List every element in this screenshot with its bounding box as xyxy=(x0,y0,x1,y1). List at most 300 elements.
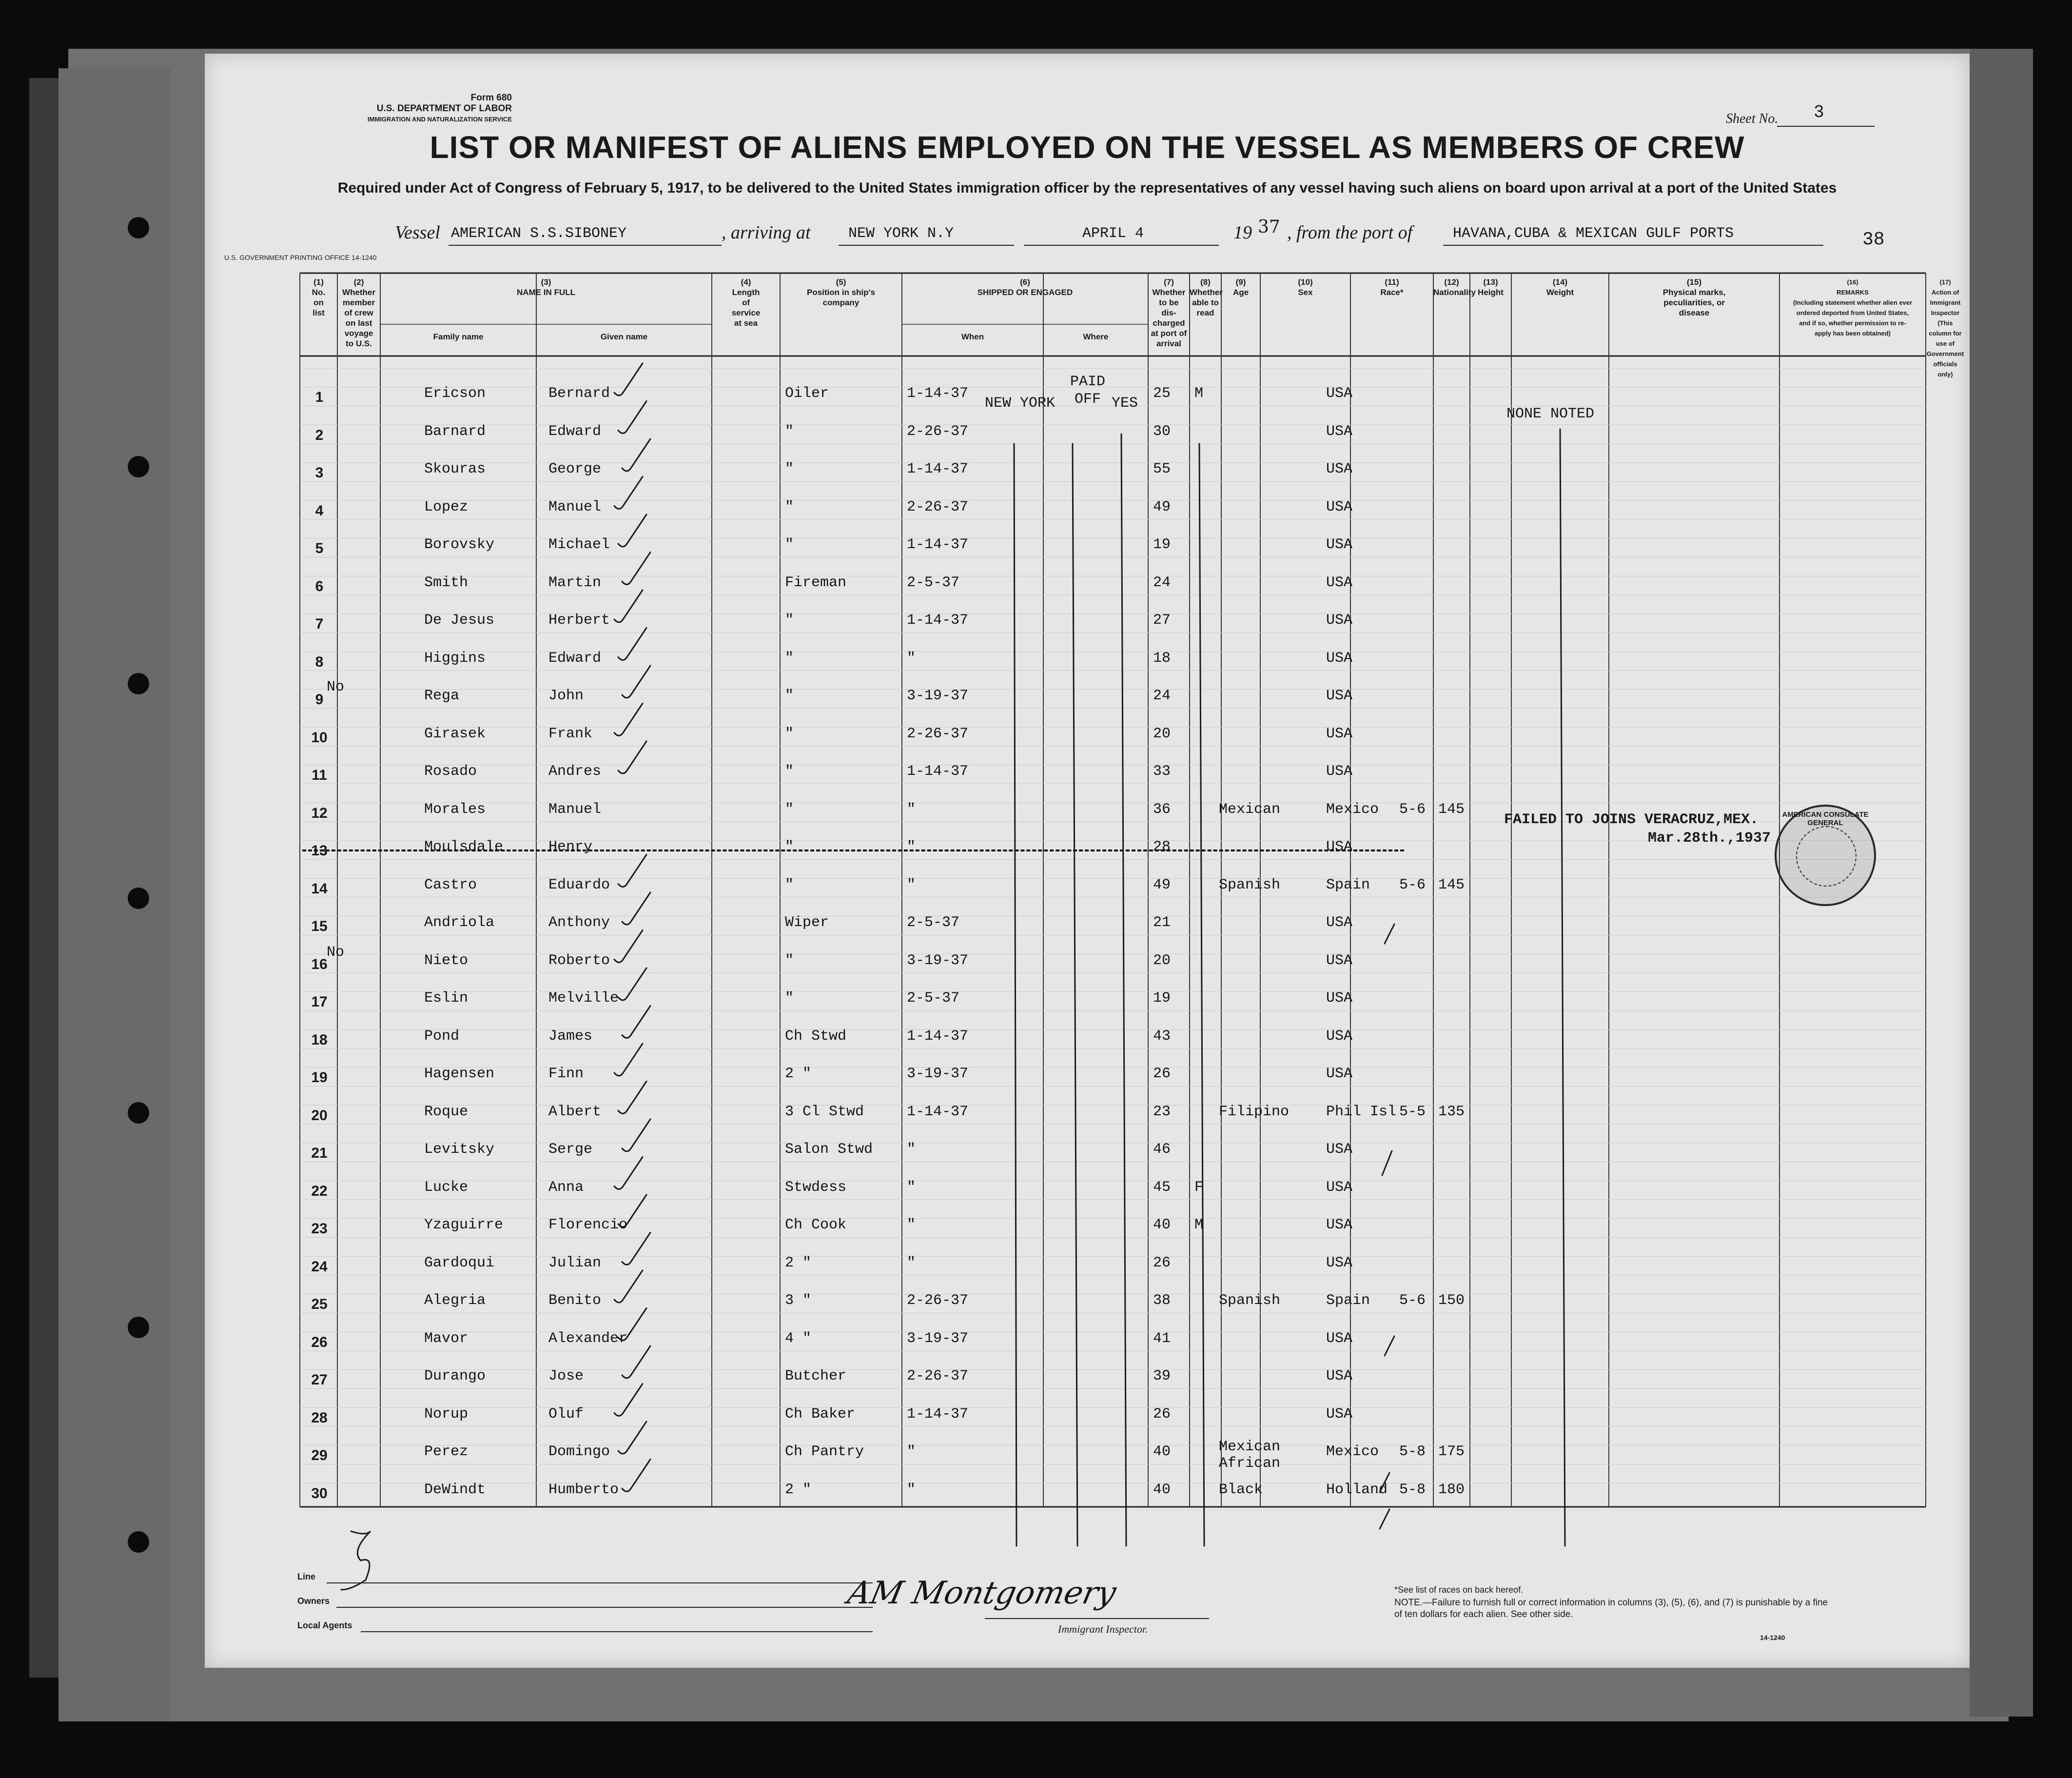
family-name-cell: Hagensen xyxy=(424,1066,495,1082)
weight-cell: 135 xyxy=(1438,1103,1465,1120)
age-cell: 23 xyxy=(1153,1103,1171,1120)
given-name-cell: Domingo xyxy=(548,1443,610,1460)
age-cell: 27 xyxy=(1153,612,1171,629)
column-header-c6b: Where xyxy=(1083,332,1109,341)
row-number: 18 xyxy=(311,1031,328,1048)
age-cell: 25 xyxy=(1153,385,1171,402)
given-name-cell: John xyxy=(548,688,584,704)
shipped-when-cell: 1-14-37 xyxy=(907,612,969,629)
ditto-line-sex xyxy=(1199,444,1204,1546)
family-name-cell: Castro xyxy=(424,876,477,893)
shipped-when-cell: 2-5-37 xyxy=(907,914,960,931)
tick-mark xyxy=(618,968,646,1000)
arrival-date: APRIL 4 xyxy=(1082,225,1144,242)
given-name-cell: Melville xyxy=(548,990,619,1007)
age-cell: 20 xyxy=(1153,725,1171,742)
ditto-line-where xyxy=(1014,444,1016,1546)
shipped-when-cell: 2-26-37 xyxy=(907,1292,969,1309)
given-name-cell: Martin xyxy=(548,574,602,591)
row-number: 27 xyxy=(311,1372,328,1388)
shipped-when-cell: 1-14-37 xyxy=(907,763,969,780)
nationality-cell: USA xyxy=(1326,839,1353,855)
shipped-when-cell: " xyxy=(907,650,916,667)
age-cell: 46 xyxy=(1153,1141,1171,1158)
tick-mark xyxy=(1380,1473,1389,1492)
family-name-cell: Eslin xyxy=(424,990,469,1007)
position-cell: Ch Baker xyxy=(785,1405,856,1422)
nationality-cell: USA xyxy=(1326,1179,1353,1196)
given-name-cell: Florencio xyxy=(548,1217,628,1233)
ditto-line-read xyxy=(1121,434,1126,1546)
shipped-when-cell: " xyxy=(907,1217,916,1233)
family-name-cell: Roque xyxy=(424,1103,469,1120)
position-cell: 4 " xyxy=(785,1330,812,1347)
row-number: 14 xyxy=(311,880,328,897)
tick-mark xyxy=(1385,1336,1394,1356)
tick-mark xyxy=(614,363,643,395)
nationality-cell: USA xyxy=(1326,461,1353,477)
row-number: 22 xyxy=(311,1183,328,1199)
prev-voyage-note-1: No xyxy=(327,679,345,695)
row-number: 2 xyxy=(315,427,324,443)
tick-mark xyxy=(614,1270,643,1303)
tick-mark xyxy=(614,1384,643,1416)
owners-underline xyxy=(336,1607,873,1608)
family-name-cell: Higgins xyxy=(424,650,486,667)
position-cell: " xyxy=(785,952,794,969)
page-title: LIST OR MANIFEST OF ALIENS EMPLOYED ON THE VESSEL AS MEMBERS OF CREW xyxy=(430,130,1745,165)
nationality-cell: Holland xyxy=(1326,1481,1388,1498)
binder-hole-strip xyxy=(59,68,171,1721)
tick-mark xyxy=(614,704,643,736)
position-cell: Salon Stwd xyxy=(785,1141,873,1158)
shipped-when-cell: 1-14-37 xyxy=(907,1405,969,1422)
column-header-c13: (13) Height xyxy=(1478,277,1504,297)
row-number: 28 xyxy=(311,1409,328,1426)
ditto-line-marks xyxy=(1560,429,1565,1546)
remark-row-12-date: Mar.28th.,1937 xyxy=(1648,830,1771,847)
column-header-c16: (16) REMARKS (Including statement whether alien ever ordered deported from United States, and if so, whether permission to re- apply has been obtained) xyxy=(1793,278,1913,337)
family-name-cell: Pond xyxy=(424,1027,460,1045)
row-number: 26 xyxy=(311,1334,328,1350)
row-number: 12 xyxy=(311,805,328,821)
row-number: 23 xyxy=(311,1221,328,1237)
age-cell: 40 xyxy=(1153,1443,1171,1460)
binder-hole xyxy=(128,1102,149,1124)
row-number: 8 xyxy=(315,653,324,670)
family-name-cell: De Jesus xyxy=(424,612,495,629)
tick-mark xyxy=(614,930,643,963)
sex-cell: M xyxy=(1194,385,1204,402)
family-name-cell: Lucke xyxy=(424,1179,469,1196)
manifest-sheet xyxy=(205,54,1970,1668)
position-cell: Ch Stwd xyxy=(785,1027,847,1045)
nationality-cell: USA xyxy=(1326,763,1353,780)
shipped-when-cell: 2-26-37 xyxy=(907,725,969,742)
year-value: 37 xyxy=(1258,217,1280,237)
position-cell: " xyxy=(785,763,794,780)
inspector-signature: AM Montgomery xyxy=(844,1575,1119,1611)
shipped-when-cell: 2-5-37 xyxy=(907,574,960,591)
nationality-cell: USA xyxy=(1326,574,1353,591)
nationality-cell: USA xyxy=(1326,385,1353,402)
nationality-cell: USA xyxy=(1326,1254,1353,1271)
column-header-c11: (11) Race* xyxy=(1380,277,1404,297)
shipped-when-cell: 3-19-37 xyxy=(907,688,969,704)
given-name-cell: Albert xyxy=(548,1103,602,1120)
row-number: 3 xyxy=(315,465,324,481)
column-header-c15: (15) Physical marks, peculiarities, or disease xyxy=(1662,277,1726,317)
shipped-when-cell: 2-26-37 xyxy=(907,498,969,515)
shipped-when-cell: 3-19-37 xyxy=(907,1330,969,1347)
nationality-cell: USA xyxy=(1326,1330,1353,1347)
shipped-when-cell: 2-26-37 xyxy=(907,1368,969,1384)
height-cell: 5-6 xyxy=(1399,1292,1426,1309)
position-cell: 3 Cl Stwd xyxy=(785,1103,864,1120)
tick-mark xyxy=(618,1082,646,1114)
given-name-cell: Edward xyxy=(548,650,602,667)
column-header-c2: (2) Whether member of crew on last voyage to U.S. xyxy=(342,277,375,348)
given-name-cell: Jose xyxy=(548,1368,584,1384)
age-cell: 43 xyxy=(1153,1027,1171,1045)
row-number: 13 xyxy=(311,843,328,859)
row-number: 11 xyxy=(312,767,327,783)
family-name-cell: Morales xyxy=(424,801,486,818)
row-number: 21 xyxy=(311,1145,328,1161)
given-name-cell: Herbert xyxy=(548,612,610,629)
tick-mark xyxy=(618,628,646,660)
nationality-cell: USA xyxy=(1326,650,1353,667)
row-number: 10 xyxy=(311,729,328,746)
shipped-when-cell: 1-14-37 xyxy=(907,1027,969,1045)
family-name-cell: Rega xyxy=(424,688,460,704)
position-cell: " xyxy=(785,839,794,855)
age-cell: 40 xyxy=(1153,1217,1171,1233)
position-cell: 2 " xyxy=(785,1066,812,1082)
given-name-cell: Julian xyxy=(548,1254,602,1271)
tick-mark xyxy=(622,666,650,698)
tick-mark xyxy=(622,1006,650,1038)
age-cell: 45 xyxy=(1153,1179,1171,1196)
position-cell: " xyxy=(785,801,794,818)
row-number: 20 xyxy=(311,1107,328,1124)
given-name-cell: Benito xyxy=(548,1292,602,1309)
nationality-cell: USA xyxy=(1326,536,1353,553)
age-cell: 26 xyxy=(1153,1254,1171,1271)
age-cell: 26 xyxy=(1153,1405,1171,1422)
age-cell: 26 xyxy=(1153,1066,1171,1082)
line-underline xyxy=(327,1582,873,1583)
tick-mark xyxy=(618,855,646,887)
seal-text: AMERICAN CONSULATE GENERAL xyxy=(1782,810,1869,827)
position-cell: " xyxy=(785,461,794,477)
position-cell: " xyxy=(785,725,794,742)
nationality-cell: USA xyxy=(1326,990,1353,1007)
age-cell: 49 xyxy=(1153,498,1171,515)
shipped-where: NEW YORK xyxy=(985,395,1056,412)
height-cell: 5-8 xyxy=(1399,1481,1426,1498)
shipped-when-cell: " xyxy=(907,1141,916,1158)
binder-hole xyxy=(128,1531,149,1553)
column-header-c6: (6) SHIPPED OR ENGAGED xyxy=(977,277,1073,297)
shipped-when-cell: 3-19-37 xyxy=(907,1066,969,1082)
family-name-cell: Durango xyxy=(424,1368,486,1384)
paid-off-note: PAID OFF xyxy=(1070,374,1106,408)
line-label: Line xyxy=(297,1572,316,1581)
ditto-line-discharge xyxy=(1073,444,1077,1546)
race-cell: Black xyxy=(1219,1481,1263,1498)
height-cell: 5-5 xyxy=(1399,1103,1426,1120)
binder-hole xyxy=(128,888,149,909)
family-name-cell: Nieto xyxy=(424,952,469,969)
race-cell: Filipino xyxy=(1219,1103,1290,1120)
age-cell: 18 xyxy=(1153,650,1171,667)
owners-label: Owners xyxy=(297,1596,330,1606)
nationality-cell: USA xyxy=(1326,1066,1353,1082)
family-name-cell: Levitsky xyxy=(424,1141,495,1158)
sheet-number: 3 xyxy=(1814,102,1824,122)
sex-cell: M xyxy=(1194,1217,1204,1233)
tick-mark xyxy=(622,553,650,585)
shipped-when-cell: 2-5-37 xyxy=(907,990,960,1007)
physical-marks: NONE NOTED xyxy=(1506,406,1595,422)
family-name-cell: Skouras xyxy=(424,461,486,477)
column-header-c7: (7) Whether to be dis- charged at port of arrival xyxy=(1151,277,1187,348)
family-name-cell: Rosado xyxy=(424,763,477,780)
family-name-cell: Lopez xyxy=(424,498,469,515)
given-name-cell: Anna xyxy=(548,1179,584,1196)
position-cell: " xyxy=(785,612,794,629)
binder-hole xyxy=(128,673,149,694)
shipped-when-cell: " xyxy=(907,1443,916,1460)
age-cell: 20 xyxy=(1153,952,1171,969)
family-name-cell: Alegria xyxy=(424,1292,486,1309)
column-header-c3b: Given name xyxy=(600,332,648,341)
race-cell: Spanish xyxy=(1219,876,1281,893)
races-note: *See list of races on back hereof. xyxy=(1394,1585,1524,1595)
weight-cell: 180 xyxy=(1438,1481,1465,1498)
tick-mark xyxy=(614,477,643,509)
given-name-cell: Manuel xyxy=(548,498,602,515)
sheet-label: Sheet No. xyxy=(1726,111,1779,126)
given-name-cell: Oluf xyxy=(548,1405,584,1422)
column-header-c17: (17) Action of Immigrant Inspector (This column for use of Government officials only) xyxy=(1926,278,1964,378)
shipped-when-cell: 1-14-37 xyxy=(907,1103,969,1120)
position-cell: Wiper xyxy=(785,914,829,931)
penalty-note: NOTE.—Failure to furnish full or correct information in columns (3), (5), (6), and (7) is punishable by a fine of ten dollars for each alien. See other side. xyxy=(1394,1598,1828,1620)
position-cell: " xyxy=(785,423,794,440)
column-header-c5: (5) Position in ship's company xyxy=(806,277,876,307)
age-cell: 40 xyxy=(1153,1481,1171,1498)
age-cell: 38 xyxy=(1153,1292,1171,1309)
age-cell: 36 xyxy=(1153,801,1171,818)
age-cell: 19 xyxy=(1153,990,1171,1007)
row-number: 1 xyxy=(315,389,324,405)
tick-mark xyxy=(618,514,646,547)
signature-caption: Immigrant Inspector. xyxy=(1058,1623,1148,1635)
given-name-cell: Humberto xyxy=(548,1481,619,1498)
given-name-cell: Bernard xyxy=(548,385,610,402)
nationality-cell: USA xyxy=(1326,1405,1353,1422)
height-cell: 5-6 xyxy=(1399,801,1426,818)
given-name-cell: Edward xyxy=(548,423,602,440)
column-header-c4: (4) Length of service at sea xyxy=(731,277,761,328)
family-name-cell: Mavor xyxy=(424,1330,469,1347)
family-name-cell: Moulsdale xyxy=(424,839,504,855)
tick-mark xyxy=(618,1422,646,1454)
shipped-when-cell: " xyxy=(907,876,916,893)
shipped-when-cell: " xyxy=(907,801,916,818)
agents-underline xyxy=(361,1631,873,1632)
arriving-label: , arriving at xyxy=(722,222,811,243)
row-number: 4 xyxy=(315,502,324,519)
nationality-cell: Spain xyxy=(1326,1292,1370,1309)
tick-mark xyxy=(1385,924,1394,944)
binder-hole xyxy=(128,1317,149,1338)
nationality-cell: USA xyxy=(1326,725,1353,742)
nationality-cell: USA xyxy=(1326,612,1353,629)
nationality-cell: USA xyxy=(1326,498,1353,515)
binder-cover-right xyxy=(1970,49,2033,1717)
position-cell: 3 " xyxy=(785,1292,812,1309)
age-cell: 55 xyxy=(1153,461,1171,477)
given-name-cell: Andres xyxy=(548,763,602,780)
binder-cover-left xyxy=(29,78,59,1678)
from-port-label: , from the port of xyxy=(1287,222,1413,243)
family-name-cell: Norup xyxy=(424,1405,469,1422)
nationality-cell: USA xyxy=(1326,1141,1353,1158)
position-cell: " xyxy=(785,990,794,1007)
service-name: IMMIGRATION AND NATURALIZATION SERVICE xyxy=(367,116,512,123)
given-name-cell: Michael xyxy=(548,536,610,553)
shipped-when-cell: " xyxy=(907,1254,916,1271)
family-name-cell: Andriola xyxy=(424,914,495,931)
nationality-cell: USA xyxy=(1326,1217,1353,1233)
able-to-read: YES xyxy=(1112,395,1138,412)
form-code: 14-1240 xyxy=(1760,1634,1785,1641)
nationality-cell: USA xyxy=(1326,914,1353,931)
nationality-cell: USA xyxy=(1326,423,1353,440)
tick-mark xyxy=(618,741,646,773)
position-cell: Stwdess xyxy=(785,1179,847,1196)
arrival-port: NEW YORK N.Y xyxy=(848,225,954,242)
column-header-c8: (8) Whether able to read xyxy=(1190,277,1223,317)
column-header-c3: (3) NAME IN FULL xyxy=(517,277,575,297)
nationality-cell: Mexico xyxy=(1326,801,1379,818)
weight-cell: 145 xyxy=(1438,876,1465,893)
prev-voyage-note-2: No xyxy=(327,944,345,961)
shipped-when-cell: " xyxy=(907,1179,916,1196)
tick-mark xyxy=(1382,1151,1392,1175)
position-cell: Ch Cook xyxy=(785,1217,847,1233)
shipped-when-cell: 1-14-37 xyxy=(907,461,969,477)
position-cell: Oiler xyxy=(785,385,829,402)
age-cell: 33 xyxy=(1153,763,1171,780)
given-name-cell: George xyxy=(548,461,602,477)
page-number: 38 xyxy=(1862,229,1885,250)
given-name-cell: Eduardo xyxy=(548,876,610,893)
age-cell: 30 xyxy=(1153,423,1171,440)
weight-cell: 145 xyxy=(1438,801,1465,818)
tick-mark xyxy=(618,401,646,434)
family-name-cell: Smith xyxy=(424,574,469,591)
column-header-c3a: Family name xyxy=(433,332,484,341)
weight-cell: 175 xyxy=(1438,1443,1465,1460)
binder-hole xyxy=(128,217,149,238)
row-number: 6 xyxy=(315,578,324,594)
shipped-when-cell: 2-26-37 xyxy=(907,423,969,440)
tick-mark xyxy=(618,1195,646,1227)
position-cell: " xyxy=(785,498,794,515)
row-number: 5 xyxy=(315,540,324,556)
shipped-when-cell: " xyxy=(907,1481,916,1498)
age-cell: 49 xyxy=(1153,876,1171,893)
shipped-when-cell: 1-14-37 xyxy=(907,385,969,402)
given-name-cell: Anthony xyxy=(548,914,610,931)
row-number: 9 xyxy=(315,691,324,708)
column-header-c12: (12) Nationality xyxy=(1433,277,1476,297)
age-cell: 24 xyxy=(1153,574,1171,591)
row-number: 16 xyxy=(311,956,328,972)
tick-mark xyxy=(622,1460,650,1492)
position-cell: 2 " xyxy=(785,1481,812,1498)
family-name-cell: Ericson xyxy=(424,385,486,402)
family-name-cell: Gardoqui xyxy=(424,1254,495,1271)
position-cell: " xyxy=(785,688,794,704)
tick-mark xyxy=(622,1119,650,1151)
tick-mark xyxy=(1380,1509,1389,1529)
position-cell: Fireman xyxy=(785,574,847,591)
binder-hole xyxy=(128,456,149,477)
column-header-c1: (1) No. on list xyxy=(312,277,326,317)
position-cell: Ch Pantry xyxy=(785,1443,864,1460)
local-agents-label: Local Agents xyxy=(297,1620,352,1630)
year-prefix: 19 xyxy=(1233,222,1252,243)
remark-row-12: FAILED TO JOINS VERACRUZ,MEX. xyxy=(1504,811,1759,828)
pencil-marks xyxy=(205,54,1970,1668)
department-name: U.S. DEPARTMENT OF LABOR xyxy=(376,103,512,114)
row-number: 15 xyxy=(311,918,328,934)
given-name-cell: Henry xyxy=(548,839,593,855)
row-number: 24 xyxy=(311,1258,328,1275)
nationality-cell: Spain xyxy=(1326,876,1370,893)
nationality-cell: USA xyxy=(1326,1368,1353,1384)
nationality-cell: USA xyxy=(1326,1027,1353,1045)
sex-cell: F xyxy=(1194,1179,1204,1196)
column-header-c9: (9) Age xyxy=(1232,277,1249,297)
race-cell: Mexican African xyxy=(1219,1439,1281,1472)
family-name-cell: Yzaguirre xyxy=(424,1217,504,1233)
age-cell: 39 xyxy=(1153,1368,1171,1384)
vessel-label: Vessel xyxy=(395,222,440,243)
family-name-cell: Borovsky xyxy=(424,536,495,553)
given-name-cell: Finn xyxy=(548,1066,584,1082)
nationality-cell: Mexico xyxy=(1326,1443,1379,1460)
column-header-c10: (10) Sex xyxy=(1298,277,1313,297)
shipped-when-cell: " xyxy=(907,839,916,855)
height-cell: 5-8 xyxy=(1399,1443,1426,1460)
given-name-cell: Roberto xyxy=(548,952,610,969)
printing-office: U.S. GOVERNMENT PRINTING OFFICE 14-1240 xyxy=(224,254,377,261)
family-name-cell: Perez xyxy=(424,1443,469,1460)
row-number: 7 xyxy=(315,616,324,632)
tick-mark xyxy=(614,1044,643,1076)
nationality-cell: Phil Isl xyxy=(1326,1103,1397,1120)
position-cell: Butcher xyxy=(785,1368,847,1384)
age-cell: 21 xyxy=(1153,914,1171,931)
form-number: Form 680 xyxy=(470,93,512,103)
weight-cell: 150 xyxy=(1438,1292,1465,1309)
